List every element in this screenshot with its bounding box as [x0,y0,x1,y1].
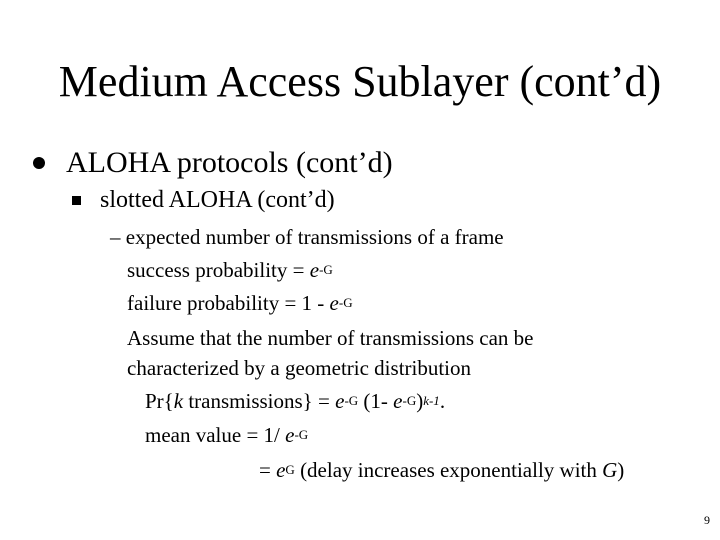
bullet-level1-text: ALOHA protocols (cont’d) [66,146,393,179]
delay-line [259,457,624,483]
exponent: G [285,462,295,477]
failure-label: failure probability = 1 - [127,291,330,315]
pr-open: Pr{ [145,389,174,413]
g-variable: G [602,458,618,482]
equals-label: = [259,458,277,482]
pr-paren-close: ) [416,389,424,413]
dash-line: – expected number of transmissions of a frame [110,225,504,249]
exponent: -G [338,295,353,310]
pr-paren-open: (1- [358,389,394,413]
delay-note-open: (delay increases exponentially with [294,458,603,482]
page-number: 9 [704,513,710,527]
failure-probability-line [127,290,353,316]
exponent: -G [319,262,333,277]
pr-close: transmissions} = [183,389,336,413]
mean-label: mean value = 1/ [145,423,286,447]
delay-note-close: ) [617,458,625,482]
assume-line-2: characterized by a geometric distribution [127,356,472,380]
e-symbol: e [393,389,403,413]
e-symbol: e [285,423,295,447]
exponent: -G [294,427,309,442]
slide-title: Medium Access Sublayer (cont’d) [58,57,662,106]
exponent-k [423,393,440,408]
success-label: success probability = [127,258,310,282]
bullet-level2-text: slotted ALOHA (cont’d) [100,187,335,213]
round-bullet-icon [33,157,45,169]
probability-formula-line [145,388,445,414]
e-symbol: e [335,389,345,413]
assume-line-1: Assume that the number of transmissions can be [127,326,534,350]
exponent: -G [344,393,359,408]
k-variable: k [173,389,184,413]
e-symbol: e [276,458,286,482]
square-bullet-icon [72,196,81,205]
exponent: -G [402,393,417,408]
e-symbol: e [329,291,339,315]
mean-value-line [145,422,308,448]
success-probability-line [127,257,333,283]
pr-end: . [439,389,446,413]
k-exponent: k-1 [423,393,440,408]
e-symbol: e [309,258,320,282]
